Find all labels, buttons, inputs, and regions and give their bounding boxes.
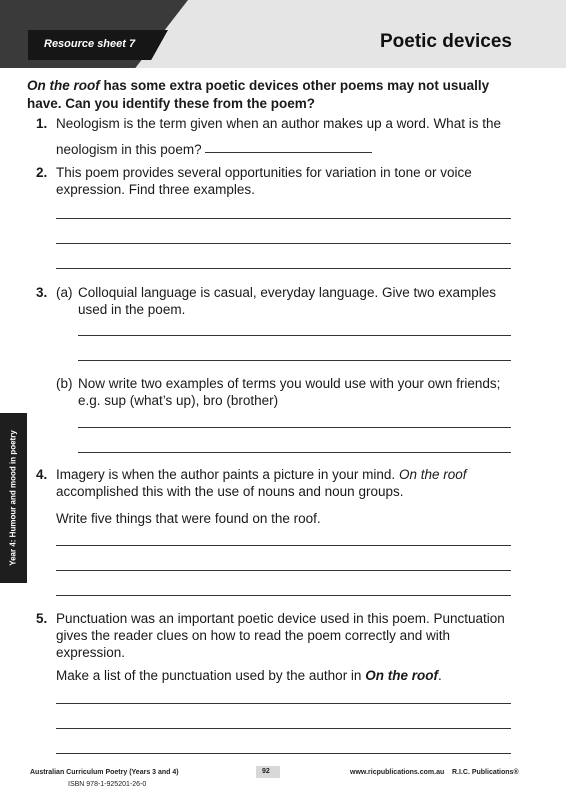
footer-book-title: Australian Curriculum Poetry (Years 3 and 4) bbox=[30, 769, 179, 776]
q3b-label: (b) bbox=[56, 376, 73, 391]
side-tab-label: Year 4: Humour and mood in poetry bbox=[8, 430, 18, 566]
intro-text: has some extra poetic devices other poems may not usually have. Can you identify these from the poem? bbox=[27, 78, 490, 111]
q1-text-line2: neologism in this poem? bbox=[56, 142, 202, 157]
q1-answer-line[interactable] bbox=[205, 152, 372, 153]
q3a-answer-line[interactable] bbox=[78, 335, 511, 336]
q4-answer-line[interactable] bbox=[56, 595, 511, 596]
q1-text: Neologism is the term given when an author makes up a word. What is the bbox=[56, 116, 501, 131]
q3a-label: (a) bbox=[56, 285, 73, 300]
poem-title-ref: On the roof bbox=[365, 668, 438, 683]
q3b-answer-line[interactable] bbox=[78, 452, 511, 453]
q5-instruction bbox=[56, 667, 511, 684]
q4-text-part: Imagery is when the author paints a picture in your mind. bbox=[56, 467, 399, 482]
q2-answer-line[interactable] bbox=[56, 218, 511, 219]
q2-answer-line[interactable] bbox=[56, 268, 511, 269]
q3a-answer-line[interactable] bbox=[78, 360, 511, 361]
q5-answer-line[interactable] bbox=[56, 728, 511, 729]
page-title: Poetic devices bbox=[379, 31, 512, 52]
q4-instruction: Write five things that were found on the roof. bbox=[56, 511, 321, 526]
q5-answer-line[interactable] bbox=[56, 753, 511, 754]
q5-answer-line[interactable] bbox=[56, 703, 511, 704]
q3a-text: Colloquial language is casual, everyday language. Give two examples used in the poem. bbox=[78, 285, 496, 317]
q4-answer-line[interactable] bbox=[56, 570, 511, 571]
footer-isbn: ISBN 978-1-925201-26-0 bbox=[68, 781, 147, 788]
q4-text-part: accomplished this with the use of nouns and noun groups. bbox=[56, 484, 404, 499]
footer-url: www.ricpublications.com.au bbox=[350, 769, 445, 776]
intro-paragraph bbox=[27, 77, 527, 113]
q3b-answer-line[interactable] bbox=[78, 427, 511, 428]
q5-number: 5. bbox=[36, 611, 48, 626]
q3b-text: Now write two examples of terms you would use with your own friends; e.g. sup (what’s up), bro (brother) bbox=[78, 376, 501, 408]
q2-text: This poem provides several opportunities for variation in tone or voice expression. Find three examples. bbox=[56, 165, 472, 197]
q4-answer-line[interactable] bbox=[56, 545, 511, 546]
poem-title-ref: On the roof bbox=[27, 78, 100, 93]
q4-text bbox=[56, 466, 476, 500]
q5-text: Punctuation was an important poetic device used in this poem. Punctuation gives the reader clues on how to read the poem correctly and with expression. bbox=[56, 611, 505, 660]
q4-number: 4. bbox=[36, 467, 48, 482]
page-number: 92 bbox=[262, 768, 270, 775]
resource-sheet-label: Resource sheet 7 bbox=[44, 38, 136, 50]
footer-publisher: R.I.C. Publications® bbox=[452, 769, 519, 776]
q5-instruction-part: . bbox=[437, 668, 442, 683]
q5-instruction-part: Make a list of the punctuation used by the author in bbox=[56, 668, 366, 683]
q1-number: 1. bbox=[36, 116, 48, 131]
q3-number: 3. bbox=[36, 285, 48, 300]
q2-number: 2. bbox=[36, 165, 48, 180]
poem-title-ref: On the roof bbox=[398, 467, 467, 482]
q2-answer-line[interactable] bbox=[56, 243, 511, 244]
